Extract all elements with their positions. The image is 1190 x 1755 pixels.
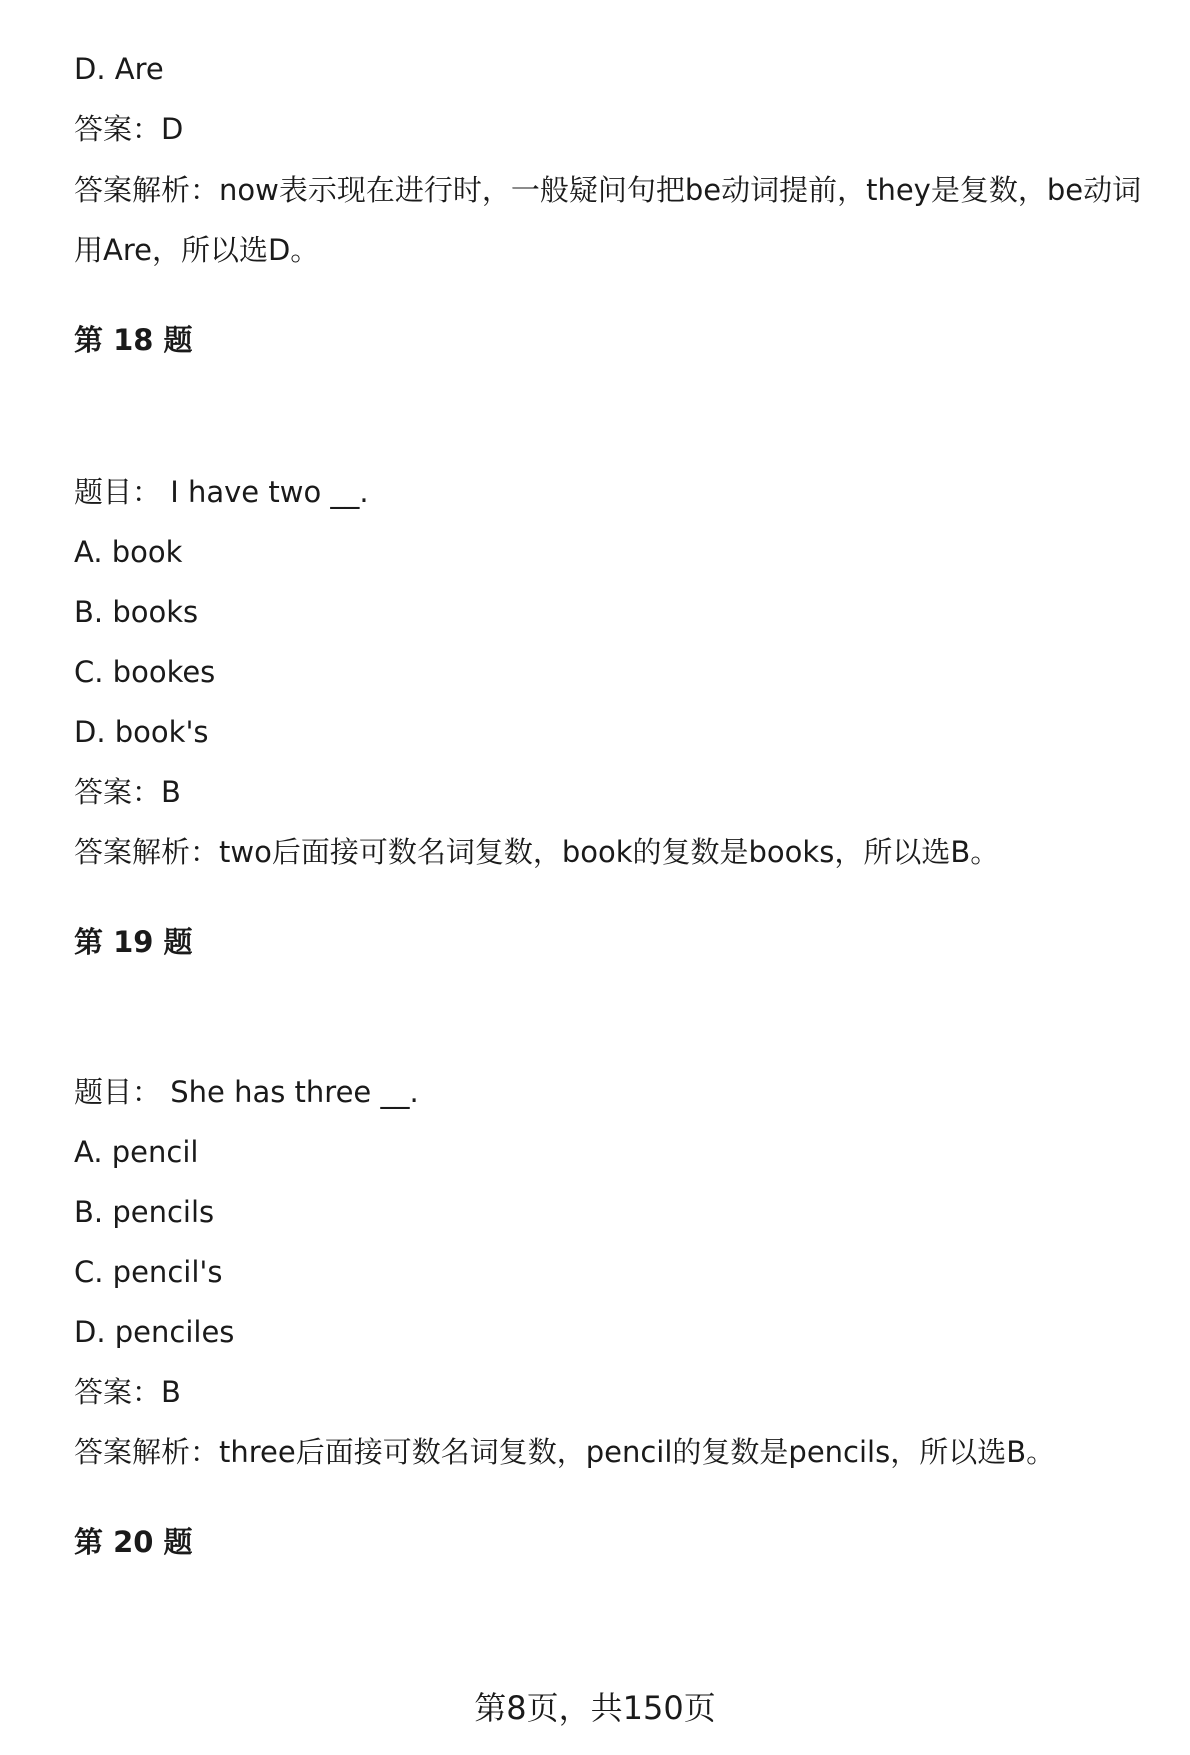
- q18-heading: 第 18 题: [74, 323, 193, 357]
- q19-option-c: C. pencil's: [74, 1255, 223, 1289]
- q19-heading: 第 19 题: [74, 925, 193, 959]
- q18-stem: 题目： I have two __.: [74, 475, 369, 509]
- q17-explanation: 答案解析：now表示现在进行时，一般疑问句把be动词提前，they是复数，be动词用Are，所以选D。: [74, 173, 1142, 267]
- q19-option-a: A. pencil: [74, 1135, 199, 1169]
- q18-option-a: A. book: [74, 535, 183, 569]
- q19-stem: 题目： She has three __.: [74, 1075, 419, 1109]
- q19-answer: 答案：B: [74, 1375, 181, 1409]
- q20-heading: 第 20 题: [74, 1525, 193, 1559]
- q18-explanation: 答案解析：two后面接可数名词复数，book的复数是books，所以选B。: [74, 835, 1000, 869]
- q19-explanation: 答案解析：three后面接可数名词复数，pencil的复数是pencils，所以选B。: [74, 1435, 1056, 1469]
- q17-answer: 答案：D: [74, 112, 184, 146]
- q17-option-d: D. Are: [74, 52, 164, 86]
- q19-option-b: B. pencils: [74, 1195, 215, 1229]
- page-number-footer: 第8页，共150页: [474, 1689, 716, 1727]
- q18-option-d: D. book's: [74, 715, 209, 749]
- q18-answer: 答案：B: [74, 775, 181, 809]
- q18-option-b: B. books: [74, 595, 199, 629]
- q19-option-d: D. penciles: [74, 1315, 235, 1349]
- q18-option-c: C. bookes: [74, 655, 216, 689]
